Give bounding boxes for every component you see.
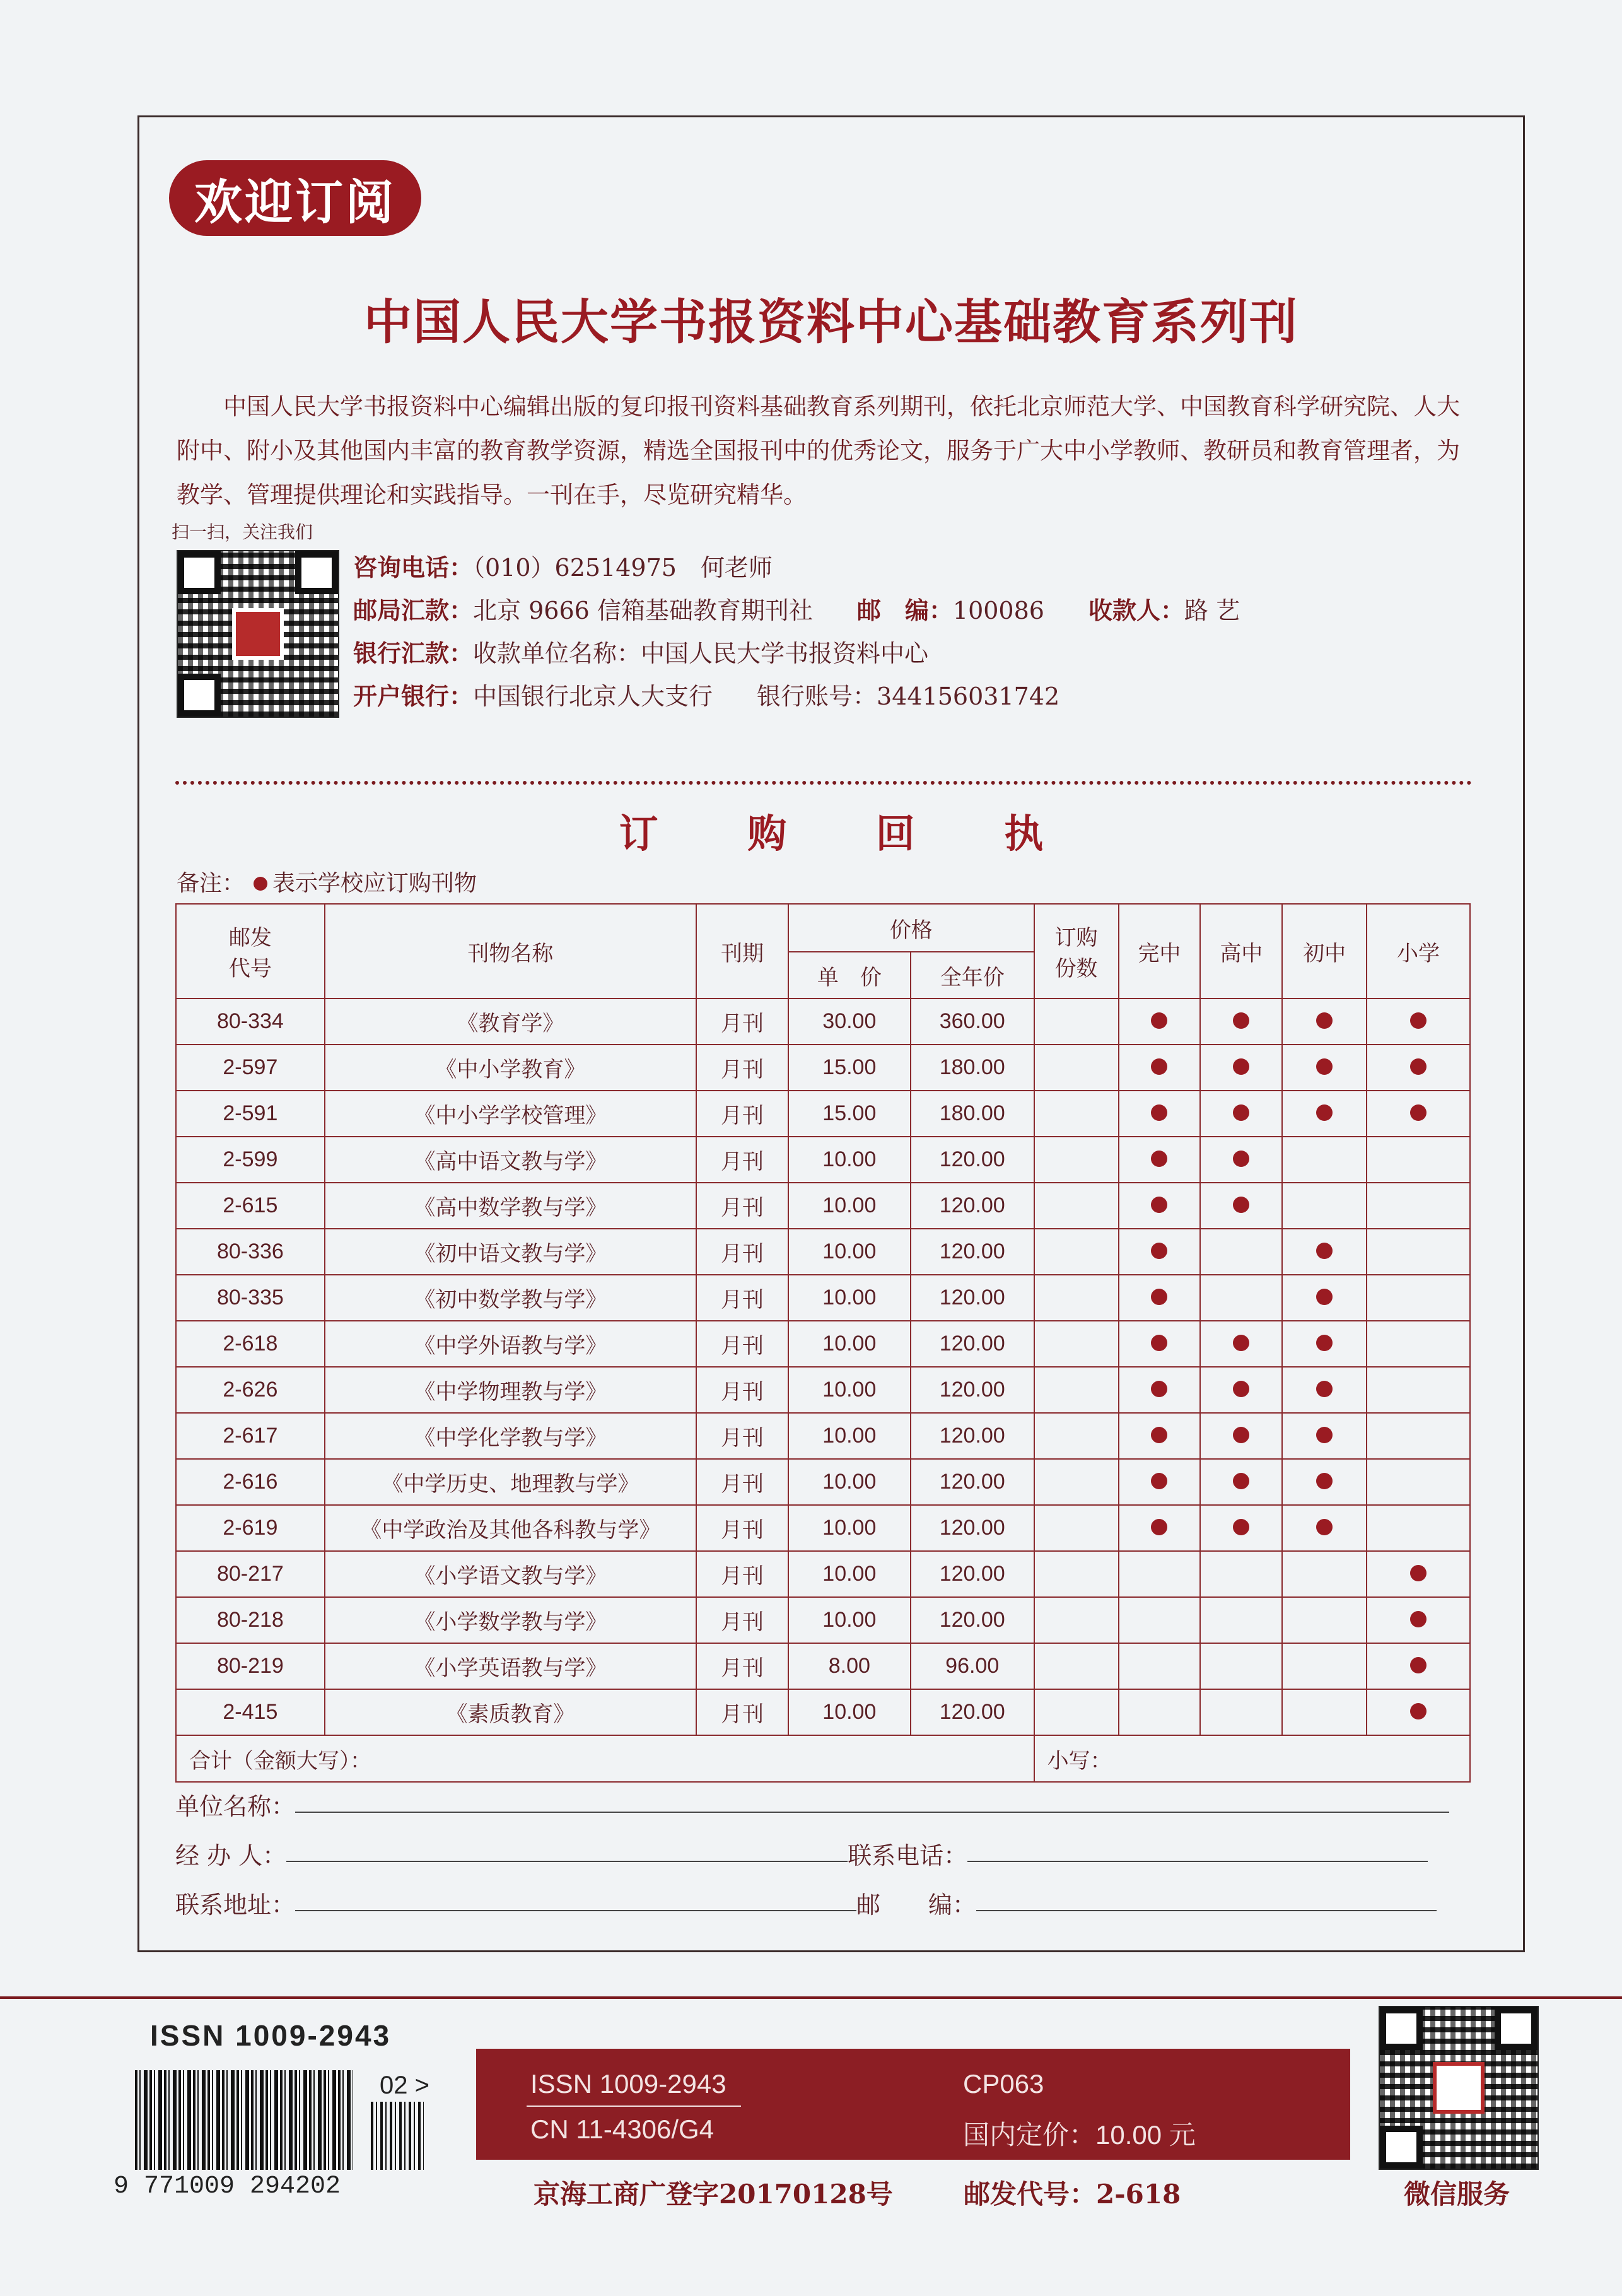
cell-mid bbox=[1282, 1091, 1367, 1137]
order-qty-input[interactable] bbox=[1034, 1413, 1119, 1459]
cell-mid bbox=[1282, 1183, 1367, 1229]
cell-year-price: 120.00 bbox=[911, 1137, 1034, 1183]
bullet-dot-icon bbox=[1233, 1335, 1249, 1351]
cell-period: 月刊 bbox=[696, 1459, 788, 1505]
cell-period: 月刊 bbox=[696, 1137, 788, 1183]
cell-full bbox=[1119, 1367, 1201, 1413]
zip-value: 100086 bbox=[952, 597, 1044, 624]
bullet-dot-icon bbox=[1151, 1058, 1167, 1075]
cell-name: 《高中数学教与学》 bbox=[325, 1183, 696, 1229]
cell-period: 月刊 bbox=[696, 1045, 788, 1091]
bullet-dot-icon bbox=[1151, 1012, 1167, 1029]
cell-full bbox=[1119, 1597, 1201, 1643]
cell-pri bbox=[1367, 1689, 1470, 1735]
order-qty-input[interactable] bbox=[1034, 1321, 1119, 1367]
note-prefix: 备注： bbox=[177, 870, 245, 896]
cell-year-price: 120.00 bbox=[911, 1229, 1034, 1275]
cell-name: 《中学化学教与学》 bbox=[325, 1413, 696, 1459]
cell-mid bbox=[1282, 1459, 1367, 1505]
cell-code: 2-618 bbox=[176, 1321, 325, 1367]
bank-value: 收款单位名称：中国人民大学书报资料中心 bbox=[473, 640, 929, 667]
bullet-dot-icon bbox=[1233, 1058, 1249, 1075]
cell-period: 月刊 bbox=[696, 1367, 788, 1413]
cell-full bbox=[1119, 1643, 1201, 1689]
cell-full bbox=[1119, 1275, 1201, 1321]
cell-period: 月刊 bbox=[696, 1183, 788, 1229]
table-row bbox=[176, 1367, 1470, 1413]
order-qty-input[interactable] bbox=[1034, 999, 1119, 1045]
cell-year-price: 120.00 bbox=[911, 1367, 1034, 1413]
phone-input[interactable] bbox=[967, 1860, 1428, 1862]
unit-name-label: 单位名称： bbox=[175, 1793, 296, 1820]
phone-field-label: 联系电话： bbox=[848, 1842, 968, 1870]
order-table bbox=[175, 903, 1471, 1783]
bullet-dot-icon bbox=[1151, 1473, 1167, 1489]
cell-code: 2-615 bbox=[176, 1183, 325, 1229]
open-bank-label: 开户银行： bbox=[353, 682, 474, 710]
cell-code: 2-619 bbox=[176, 1505, 325, 1551]
cell-name: 《中学外语教与学》 bbox=[325, 1321, 696, 1367]
bullet-dot-icon bbox=[1316, 1289, 1333, 1305]
wechat-label: 微信服务 bbox=[1404, 2179, 1510, 2210]
cell-period: 月刊 bbox=[696, 1551, 788, 1597]
table-row bbox=[176, 1689, 1470, 1735]
cell-name: 《中学政治及其他各科教与学》 bbox=[325, 1505, 696, 1551]
addon-number: 02 > bbox=[380, 2071, 429, 2099]
qr-code-icon bbox=[177, 550, 339, 718]
cell-name: 《素质教育》 bbox=[325, 1689, 696, 1735]
cell-full bbox=[1119, 1689, 1201, 1735]
cell-unit-price: 10.00 bbox=[788, 1551, 911, 1597]
bullet-dot-icon bbox=[1151, 1104, 1167, 1121]
cell-pri bbox=[1367, 1045, 1470, 1091]
cell-mid bbox=[1282, 1321, 1367, 1367]
cell-high bbox=[1200, 1459, 1282, 1505]
cell-full bbox=[1119, 1505, 1201, 1551]
cell-high bbox=[1200, 1413, 1282, 1459]
cell-high bbox=[1200, 1597, 1282, 1643]
cell-code: 80-219 bbox=[176, 1643, 325, 1689]
cell-high bbox=[1200, 1551, 1282, 1597]
cell-unit-price: 10.00 bbox=[788, 1137, 911, 1183]
table-row bbox=[176, 1551, 1470, 1597]
post-label: 邮局汇款： bbox=[353, 597, 474, 624]
cn-text: CN 11-4306/G4 bbox=[530, 2114, 715, 2144]
cell-year-price: 120.00 bbox=[911, 1505, 1034, 1551]
total-label: 合计（金额大写）： bbox=[176, 1735, 1034, 1782]
cell-mid bbox=[1282, 1367, 1367, 1413]
cell-name: 《高中语文教与学》 bbox=[325, 1137, 696, 1183]
order-qty-input[interactable] bbox=[1034, 1505, 1119, 1551]
issn-heading: ISSN 1009-2943 bbox=[150, 2019, 392, 2052]
cell-pri bbox=[1367, 1137, 1470, 1183]
bullet-dot-icon bbox=[1233, 1519, 1249, 1535]
wechat-qr-code-icon bbox=[1379, 2006, 1539, 2170]
cell-unit-price: 10.00 bbox=[788, 1459, 911, 1505]
cell-full bbox=[1119, 1459, 1201, 1505]
phone-value: （010）62514975 何老师 bbox=[473, 554, 773, 582]
cell-unit-price: 10.00 bbox=[788, 1505, 911, 1551]
cell-code: 2-616 bbox=[176, 1459, 325, 1505]
barcode-number: 9 771009 294202 bbox=[114, 2172, 341, 2201]
bullet-dot-icon bbox=[1151, 1427, 1167, 1443]
cell-period: 月刊 bbox=[696, 1091, 788, 1137]
cell-pri bbox=[1367, 1505, 1470, 1551]
footer-divider bbox=[0, 1996, 1622, 1999]
bullet-dot-icon bbox=[1316, 1473, 1333, 1489]
note-text: 表示学校应订购刊物 bbox=[272, 870, 477, 896]
header-full-school: 完中 bbox=[1119, 904, 1201, 999]
cell-code: 2-617 bbox=[176, 1413, 325, 1459]
table-row bbox=[176, 1229, 1470, 1275]
payee-label: 收款人： bbox=[1088, 597, 1184, 624]
cell-period: 月刊 bbox=[696, 1597, 788, 1643]
order-qty-input[interactable] bbox=[1034, 1551, 1119, 1597]
order-qty-input[interactable] bbox=[1034, 1275, 1119, 1321]
header-order-qty: 订购 份数 bbox=[1034, 904, 1119, 999]
header-name: 刊物名称 bbox=[325, 904, 696, 999]
small-label: 小写： bbox=[1034, 1735, 1470, 1782]
bullet-dot-icon bbox=[1316, 1104, 1333, 1121]
cell-name: 《中学物理教与学》 bbox=[325, 1367, 696, 1413]
order-qty-input[interactable] bbox=[1034, 1597, 1119, 1643]
cell-unit-price: 10.00 bbox=[788, 1597, 911, 1643]
cell-high bbox=[1200, 1183, 1282, 1229]
post-code: 邮发代号：2-618 bbox=[964, 2179, 1181, 2210]
header-primary-school: 小学 bbox=[1367, 904, 1470, 999]
cell-period: 月刊 bbox=[696, 1689, 788, 1735]
price-text: 国内定价：10.00 元 bbox=[963, 2120, 1196, 2150]
subscriber-fields bbox=[175, 1772, 1456, 1920]
bullet-dot-icon bbox=[1233, 1381, 1249, 1397]
table-row bbox=[176, 999, 1470, 1045]
cell-unit-price: 10.00 bbox=[788, 1321, 911, 1367]
cell-year-price: 120.00 bbox=[911, 1321, 1034, 1367]
cell-code: 2-599 bbox=[176, 1137, 325, 1183]
cell-mid bbox=[1282, 999, 1367, 1045]
bullet-dot-icon bbox=[1410, 1058, 1427, 1075]
order-qty-input[interactable] bbox=[1034, 1183, 1119, 1229]
bullet-dot-icon bbox=[1410, 1657, 1427, 1673]
cut-line bbox=[175, 781, 1472, 785]
cell-pri bbox=[1367, 1275, 1470, 1321]
intro-paragraph: 中国人民大学书报资料中心编辑出版的复印报刊资料基础教育系列期刊，依托北京师范大学、中国教育科学研究院、人大附中、附小及其他国内丰富的教育教学资源，精选全国报刊中的优秀论文，服务于广大中小学教师、教研员和教育管理者，为教学、管理提供理论和实践指导。一刊在手，尽览研究精华。 bbox=[177, 393, 1460, 508]
zip-field-label: 邮 编： bbox=[856, 1891, 977, 1919]
table-row bbox=[176, 1091, 1470, 1137]
table-row bbox=[176, 1137, 1470, 1183]
cell-year-price: 360.00 bbox=[911, 999, 1034, 1045]
cell-pri bbox=[1367, 1091, 1470, 1137]
cell-code: 2-597 bbox=[176, 1045, 325, 1091]
bullet-dot-icon bbox=[1151, 1151, 1167, 1167]
bullet-dot-icon bbox=[1151, 1519, 1167, 1535]
header-year-price: 全年价 bbox=[911, 952, 1034, 999]
cell-year-price: 120.00 bbox=[911, 1413, 1034, 1459]
cp-text: CP063 bbox=[963, 2069, 1044, 2099]
issn-text: ISSN 1009-2943 bbox=[530, 2069, 726, 2099]
cell-high bbox=[1200, 1321, 1282, 1367]
header-price: 价格 bbox=[788, 904, 1034, 952]
contact-info bbox=[353, 546, 1240, 718]
bullet-dot-icon bbox=[1316, 1058, 1333, 1075]
payee-value: 路 艺 bbox=[1184, 597, 1240, 624]
cell-mid bbox=[1282, 1597, 1367, 1643]
cell-unit-price: 10.00 bbox=[788, 1229, 911, 1275]
bullet-dot-icon bbox=[1316, 1243, 1333, 1259]
cell-mid bbox=[1282, 1229, 1367, 1275]
cell-unit-price: 10.00 bbox=[788, 1689, 911, 1735]
bullet-dot-icon bbox=[1233, 1151, 1249, 1167]
cell-full bbox=[1119, 999, 1201, 1045]
cell-full bbox=[1119, 1183, 1201, 1229]
cell-pri bbox=[1367, 1321, 1470, 1367]
bullet-dot-icon bbox=[1316, 1335, 1333, 1351]
cell-year-price: 120.00 bbox=[911, 1183, 1034, 1229]
open-bank-value: 中国银行北京人大支行 bbox=[473, 682, 713, 710]
cell-name: 《中学历史、地理教与学》 bbox=[325, 1459, 696, 1505]
scan-label: 扫一扫，关注我们 bbox=[172, 522, 313, 542]
note bbox=[177, 865, 477, 898]
header-unit-price: 单 价 bbox=[788, 952, 911, 999]
cell-full bbox=[1119, 1413, 1201, 1459]
cell-mid bbox=[1282, 1551, 1367, 1597]
bullet-dot-icon bbox=[1316, 1012, 1333, 1029]
cell-name: 《初中数学教与学》 bbox=[325, 1275, 696, 1321]
table-row bbox=[176, 1183, 1470, 1229]
header-high-school: 高中 bbox=[1200, 904, 1282, 999]
cell-code: 2-415 bbox=[176, 1689, 325, 1735]
cell-year-price: 120.00 bbox=[911, 1459, 1034, 1505]
cell-pri bbox=[1367, 999, 1470, 1045]
order-qty-input[interactable] bbox=[1034, 1643, 1119, 1689]
page-title: 中国人民大学书报资料中心基础教育系列刊 bbox=[364, 294, 1298, 350]
cell-code: 80-336 bbox=[176, 1229, 325, 1275]
bullet-dot-icon bbox=[1410, 1012, 1427, 1029]
cell-pri bbox=[1367, 1643, 1470, 1689]
cell-pri bbox=[1367, 1551, 1470, 1597]
cell-full bbox=[1119, 1229, 1201, 1275]
cell-pri bbox=[1367, 1413, 1470, 1459]
cell-high bbox=[1200, 1137, 1282, 1183]
cell-code: 80-217 bbox=[176, 1551, 325, 1597]
table-row bbox=[176, 1045, 1470, 1091]
bullet-dot-icon bbox=[1233, 1104, 1249, 1121]
bank-label: 银行汇款： bbox=[353, 640, 474, 667]
cell-year-price: 96.00 bbox=[911, 1643, 1034, 1689]
unit-name-input[interactable] bbox=[295, 1810, 1449, 1813]
cell-unit-price: 10.00 bbox=[788, 1275, 911, 1321]
cell-period: 月刊 bbox=[696, 1505, 788, 1551]
cell-period: 月刊 bbox=[696, 1413, 788, 1459]
cell-name: 《中小学学校管理》 bbox=[325, 1091, 696, 1137]
order-qty-input[interactable] bbox=[1034, 1045, 1119, 1091]
cell-period: 月刊 bbox=[696, 1275, 788, 1321]
cell-name: 《小学语文教与学》 bbox=[325, 1551, 696, 1597]
cell-unit-price: 10.00 bbox=[788, 1183, 911, 1229]
cell-period: 月刊 bbox=[696, 1229, 788, 1275]
cell-year-price: 120.00 bbox=[911, 1275, 1034, 1321]
handler-input[interactable] bbox=[286, 1860, 848, 1862]
cell-unit-price: 15.00 bbox=[788, 1091, 911, 1137]
table-row bbox=[176, 1505, 1470, 1551]
cell-pri bbox=[1367, 1229, 1470, 1275]
cell-year-price: 120.00 bbox=[911, 1597, 1034, 1643]
cell-full bbox=[1119, 1551, 1201, 1597]
bullet-dot-icon bbox=[1151, 1197, 1167, 1213]
table-row bbox=[176, 1643, 1470, 1689]
cell-period: 月刊 bbox=[696, 1643, 788, 1689]
bullet-dot-icon bbox=[1316, 1519, 1333, 1535]
table-row bbox=[176, 1459, 1470, 1505]
cell-year-price: 120.00 bbox=[911, 1689, 1034, 1735]
cell-code: 2-591 bbox=[176, 1091, 325, 1137]
bullet-dot-icon bbox=[1233, 1197, 1249, 1213]
cell-name: 《小学数学教与学》 bbox=[325, 1597, 696, 1643]
bullet-dot-icon bbox=[1151, 1243, 1167, 1259]
cell-mid bbox=[1282, 1137, 1367, 1183]
bullet-dot-icon bbox=[1410, 1611, 1427, 1627]
bullet-dot-icon bbox=[1316, 1381, 1333, 1397]
cell-full bbox=[1119, 1091, 1201, 1137]
receipt-title: 订 购 回 执 bbox=[619, 811, 1044, 857]
addon-barcode-icon bbox=[371, 2102, 424, 2170]
header-code: 邮发 代号 bbox=[176, 904, 325, 999]
bullet-dot-icon bbox=[1233, 1427, 1249, 1443]
cell-high bbox=[1200, 1643, 1282, 1689]
address-input[interactable] bbox=[295, 1909, 856, 1911]
cell-high bbox=[1200, 1091, 1282, 1137]
cell-name: 《初中语文教与学》 bbox=[325, 1229, 696, 1275]
handler-label: 经 办 人： bbox=[175, 1842, 287, 1870]
cell-period: 月刊 bbox=[696, 999, 788, 1045]
cell-code: 80-334 bbox=[176, 999, 325, 1045]
cell-pri bbox=[1367, 1597, 1470, 1643]
cell-high bbox=[1200, 1505, 1282, 1551]
order-qty-input[interactable] bbox=[1034, 1689, 1119, 1735]
cell-mid bbox=[1282, 1689, 1367, 1735]
cell-high bbox=[1200, 1045, 1282, 1091]
address-label: 联系地址： bbox=[175, 1891, 296, 1919]
order-qty-input[interactable] bbox=[1034, 1091, 1119, 1137]
cell-code: 80-335 bbox=[176, 1275, 325, 1321]
cell-unit-price: 30.00 bbox=[788, 999, 911, 1045]
cell-pri bbox=[1367, 1459, 1470, 1505]
table-row bbox=[176, 1321, 1470, 1367]
barcode-icon bbox=[135, 2070, 353, 2170]
bullet-dot-icon bbox=[1151, 1335, 1167, 1351]
cell-high bbox=[1200, 999, 1282, 1045]
zip-input[interactable] bbox=[976, 1909, 1437, 1911]
cell-mid bbox=[1282, 1505, 1367, 1551]
cell-mid bbox=[1282, 1275, 1367, 1321]
ad-license: 京海工商广登字20170128号 bbox=[534, 2179, 893, 2210]
cell-pri bbox=[1367, 1183, 1470, 1229]
cell-mid bbox=[1282, 1643, 1367, 1689]
bullet-dot-icon bbox=[1410, 1703, 1427, 1719]
cell-name: 《教育学》 bbox=[325, 999, 696, 1045]
cell-year-price: 180.00 bbox=[911, 1045, 1034, 1091]
header-period: 刊期 bbox=[696, 904, 788, 999]
cell-high bbox=[1200, 1367, 1282, 1413]
cell-mid bbox=[1282, 1413, 1367, 1459]
order-qty-input[interactable] bbox=[1034, 1229, 1119, 1275]
header-middle-school: 初中 bbox=[1282, 904, 1367, 999]
account-label: 银行账号： bbox=[757, 682, 877, 710]
bullet-dot-icon bbox=[1410, 1565, 1427, 1581]
post-value: 北京 9666 信箱基础教育期刊社 bbox=[473, 597, 813, 624]
cell-unit-price: 15.00 bbox=[788, 1045, 911, 1091]
bullet-dot-icon bbox=[1151, 1381, 1167, 1397]
cell-period: 月刊 bbox=[696, 1321, 788, 1367]
cell-high bbox=[1200, 1689, 1282, 1735]
cell-full bbox=[1119, 1137, 1201, 1183]
cell-high bbox=[1200, 1229, 1282, 1275]
cell-mid bbox=[1282, 1045, 1367, 1091]
bullet-dot-icon bbox=[1233, 1012, 1249, 1029]
publication-info-box bbox=[476, 2049, 1350, 2160]
bullet-dot-icon bbox=[1151, 1289, 1167, 1305]
bullet-dot-icon bbox=[1316, 1427, 1333, 1443]
bullet-dot-icon bbox=[254, 877, 267, 891]
cell-unit-price: 10.00 bbox=[788, 1367, 911, 1413]
cell-code: 2-626 bbox=[176, 1367, 325, 1413]
cell-name: 《小学英语教与学》 bbox=[325, 1643, 696, 1689]
cell-year-price: 180.00 bbox=[911, 1091, 1034, 1137]
cell-full bbox=[1119, 1045, 1201, 1091]
order-qty-input[interactable] bbox=[1034, 1137, 1119, 1183]
table-row bbox=[176, 1413, 1470, 1459]
table-row bbox=[176, 1275, 1470, 1321]
cell-code: 80-218 bbox=[176, 1597, 325, 1643]
cell-pri bbox=[1367, 1367, 1470, 1413]
cell-name: 《中小学教育》 bbox=[325, 1045, 696, 1091]
phone-label: 咨询电话： bbox=[353, 554, 474, 582]
cell-year-price: 120.00 bbox=[911, 1551, 1034, 1597]
welcome-badge: 欢迎订阅 bbox=[169, 160, 421, 236]
order-qty-input[interactable] bbox=[1034, 1367, 1119, 1413]
zip-label: 邮 编： bbox=[856, 597, 953, 624]
cell-unit-price: 10.00 bbox=[788, 1413, 911, 1459]
account-value: 344156031742 bbox=[877, 682, 1060, 710]
cell-unit-price: 8.00 bbox=[788, 1643, 911, 1689]
bullet-dot-icon bbox=[1233, 1473, 1249, 1489]
bullet-dot-icon bbox=[1410, 1104, 1427, 1121]
table-row bbox=[176, 1597, 1470, 1643]
cell-full bbox=[1119, 1321, 1201, 1367]
order-qty-input[interactable] bbox=[1034, 1459, 1119, 1505]
cell-high bbox=[1200, 1275, 1282, 1321]
